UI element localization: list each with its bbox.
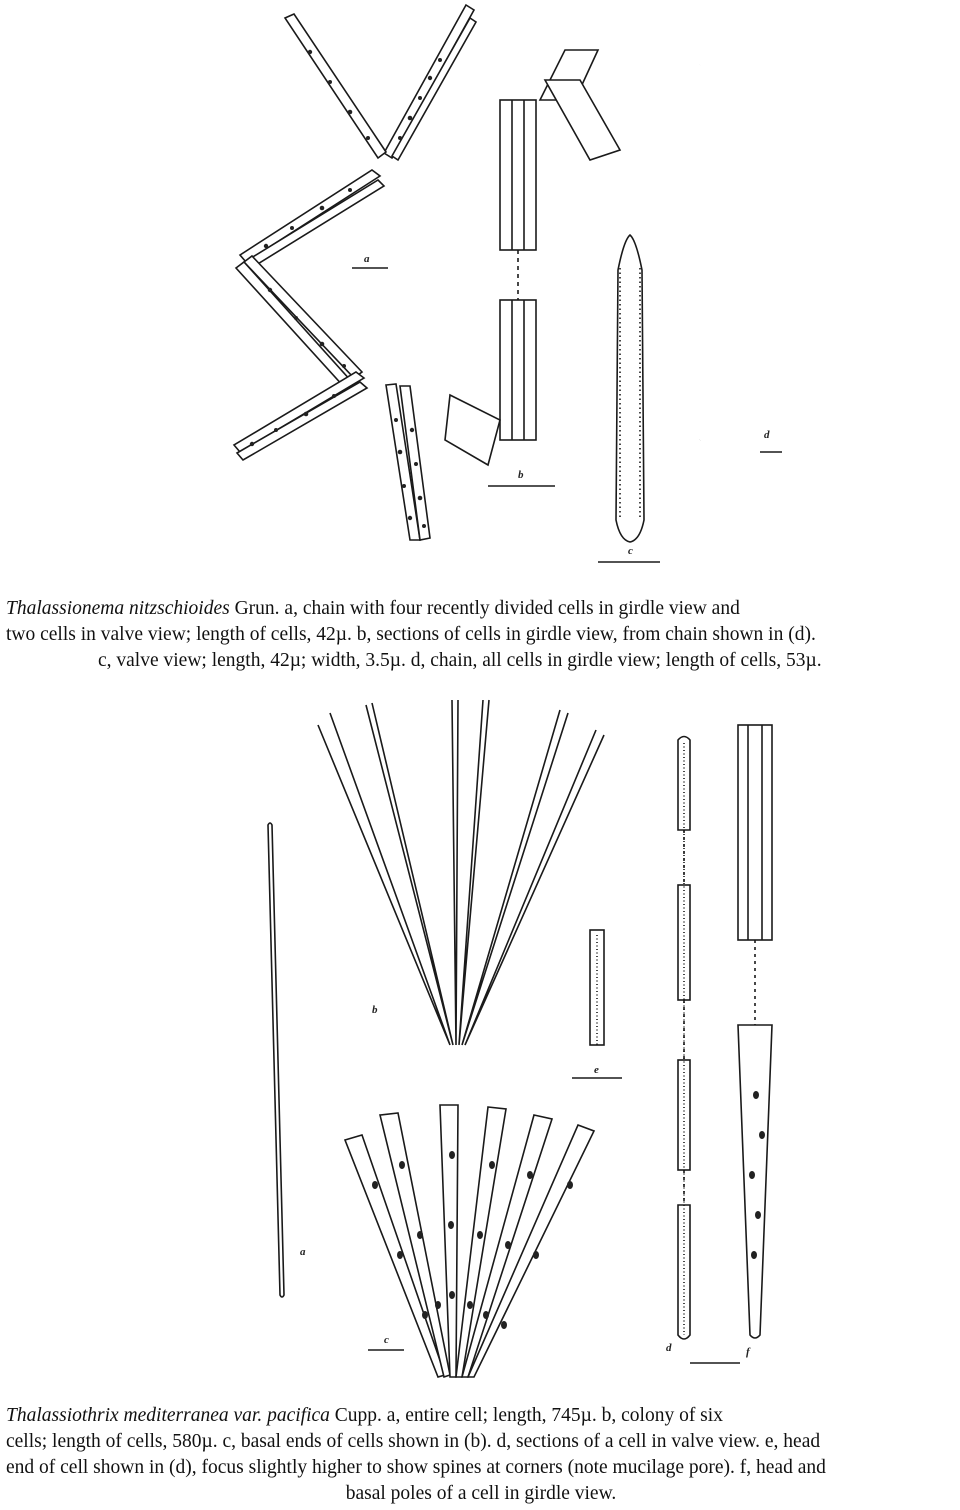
panel-letter-a: a <box>364 253 370 265</box>
panel-c-basal-ends <box>345 1105 594 1377</box>
caption-line: end of cell shown in (d), focus slightly higher to show spines at corners (note mucilage pore). f, head and <box>6 1457 826 1478</box>
caption-thalassiothrix <box>6 1403 956 1507</box>
caption-line: two cells in valve view; length of cells, 42µ. b, sections of cells in girdle view, from chain shown in (d). <box>6 624 816 645</box>
panel-letter-d: d <box>666 1342 672 1354</box>
figure-thalassionema-drawing <box>0 0 960 590</box>
panel-letter-c: c <box>384 1334 389 1346</box>
species-name: Thalassionema nitzschioides <box>6 598 230 619</box>
panel-a-entire-cell <box>268 823 306 1297</box>
species-name: Thalassiothrix mediterranea var. pacifica <box>6 1405 330 1426</box>
figure-thalassiothrix-drawing <box>0 695 960 1395</box>
panel-letter-a: a <box>300 1246 306 1258</box>
panel-letter-c: c <box>628 545 633 557</box>
caption-line: basal poles of a cell in girdle view. <box>345 1483 617 1504</box>
panel-d-valve-sections <box>666 737 690 1355</box>
panel-letter-b: b <box>372 1004 378 1016</box>
caption-line: Grun. a, chain with four recently divided cells in girdle view and <box>229 598 740 619</box>
caption-thalassionema <box>6 596 956 674</box>
panel-f-girdle-view <box>690 725 772 1363</box>
panel-c-valve <box>598 235 660 562</box>
panel-letter-b: b <box>518 469 524 481</box>
panel-letter-f: f <box>746 1346 750 1358</box>
figure-thalassionema <box>0 0 960 590</box>
caption-line: c, valve view; length, 42µ; width, 3.5µ. d, chain, all cells in girdle view; length of cells, 53µ. <box>98 650 822 671</box>
panel-b-sections <box>445 50 620 486</box>
caption-line: cells; length of cells, 580µ. c, basal ends of cells shown in (b). d, sections of a cell in valve view. e, head <box>6 1431 821 1452</box>
panel-a-chain <box>234 5 476 540</box>
panel-letter-d: d <box>764 429 770 441</box>
figure-thalassiothrix <box>0 695 960 1395</box>
panel-letter-e: e <box>594 1064 599 1076</box>
panel-d-chain <box>700 62 782 452</box>
panel-b-colony <box>318 700 604 1045</box>
panel-e-head-end <box>572 930 622 1078</box>
caption-line: Cupp. a, entire cell; length, 745µ. b, colony of six <box>329 1405 723 1426</box>
